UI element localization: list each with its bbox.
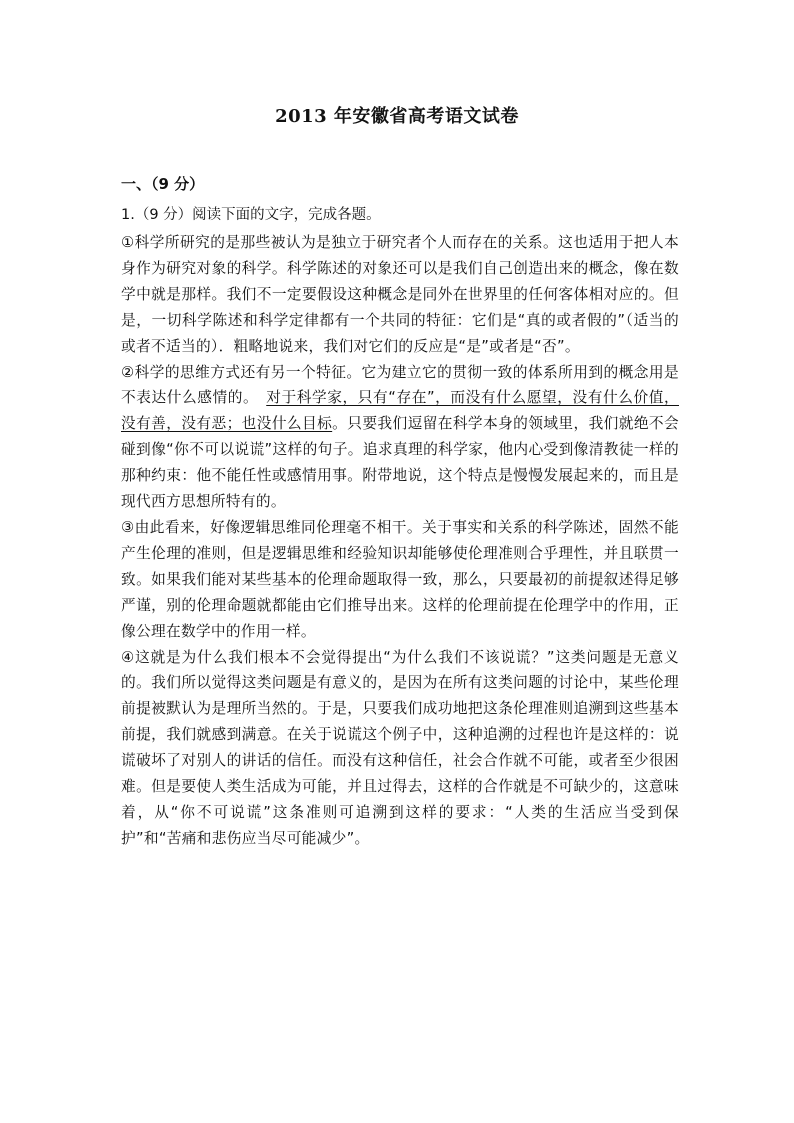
question-intro: 1.（9 分）阅读下面的文字，完成各题。 — [121, 207, 381, 223]
paragraph-4-text: ④这就是为什么我们根本不会觉得提出“为什么我们不该说谎？”这类问题是无意义的。我们所以觉得这类问题是有意义的，是因为在所有这类问题的讨论中，某些伦理前提被默认为是理所当然的。于是，只要我们成功地把这条伦理准则追溯到这些基本前提，我们就感到满意。在关于说谎这个例子中，这种追溯的过程也许是这样的：说谎破坏了对别人的讲话的信任。而没有这种信任，社会合作就不可能，或者至少很困难。但是要使人类生活成为可能，并且过得去，这样的合作就是不可缺少的，这意味着，从“你不可说谎”这条准则可追溯到这样的要求：“人类的生活应当受到保护”和“苦痛和悲伤应当尽可能减少”。 — [121, 648, 679, 847]
paragraph-1-text: ①科学所研究的是那些被认为是独立于研究者个人而存在的关系。这也适用于把人本身作为研究对象的科学。科学陈述的对象还可以是我们自己创造出来的概念，像在数学中就是那样。我们不一定要假设这种概念是同外在世界里的任何客体相对应的。但是，一切科学陈述和科学定律都有一个共同的特征：它们是“真的或者假的”（适当的或者不适当的）．粗略地说来，我们对它们的反应是“是”或者是“否”。 — [121, 234, 679, 355]
paragraph-2-text-end: 。只要我们逗留在科学本身的领域里，我们就绝不会碰到像“你不可以说谎”这样的句子。追求真理的科学家，他内心受到像清教徒一样的那种约束：他不能任性或感情用事。附带地说，这个特点是慢慢发展起来的，而且是现代西方思想所特有的。 — [121, 415, 679, 511]
reading-passage — [121, 230, 679, 852]
underlined-sentence: 对于科学家，只有“存在”，而没有什么愿望，没有什么价值，没有善，没有恶；也没什么目标 — [121, 389, 679, 433]
document-title: 2013 年安徽省高考语文试卷 — [275, 106, 519, 127]
paragraph-2-text-start: ②科学的思维方式还有另一个特征。它为建立它的贯彻一致的体系所用到的概念用是不表达什么感情的。 — [121, 363, 679, 407]
paragraph-4 — [121, 645, 679, 852]
paragraph-1 — [121, 230, 679, 360]
paragraph-3 — [121, 515, 679, 645]
section-heading: 一、（9 分） — [121, 175, 205, 193]
paragraph-2 — [121, 360, 679, 515]
paragraph-3-text: ③由此看来，好像逻辑思维同伦理毫不相干。关于事实和关系的科学陈述，固然不能产生伦理的准则，但是逻辑思维和经验知识却能够使伦理准则合乎理性，并且联贯一致。如果我们能对某些基本的伦理命题取得一致，那么，只要最初的前提叙述得足够严谨，别的伦理命题就都能由它们推导出来。这样的伦理前提在伦理学中的作用，正像公理在数学中的作用一样。 — [121, 518, 679, 640]
